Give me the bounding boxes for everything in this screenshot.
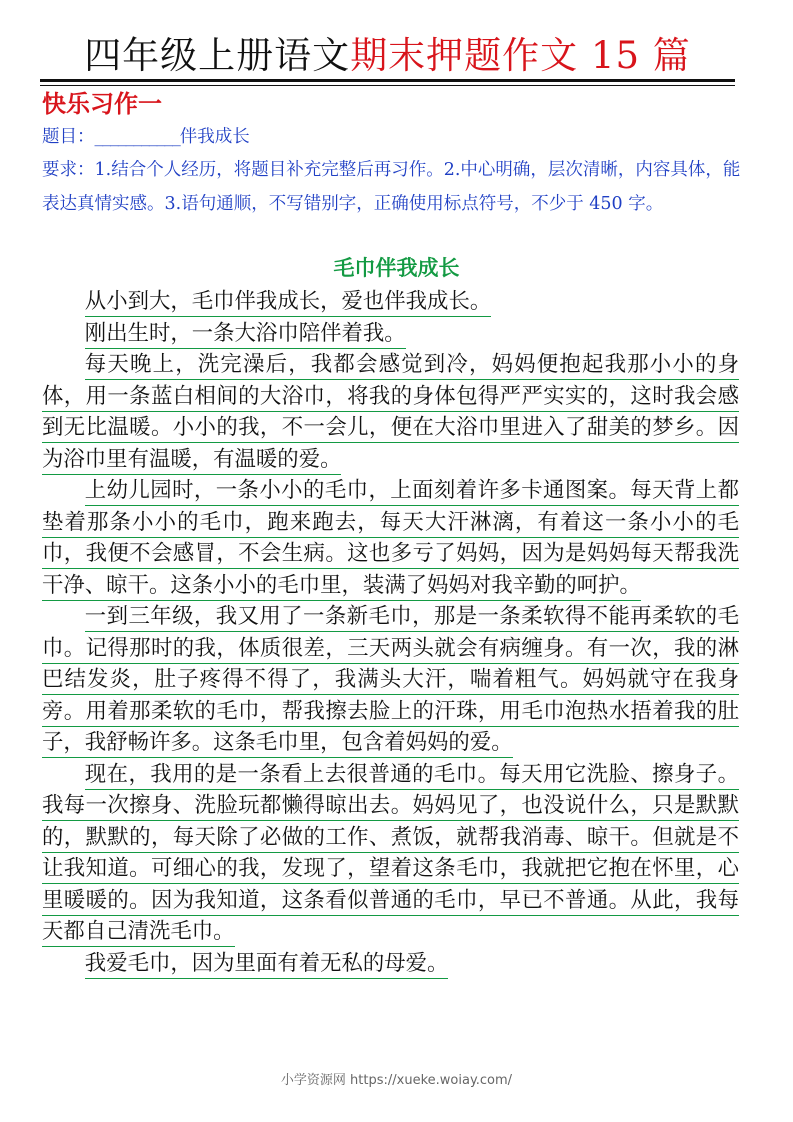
essay-paragraph: [42, 286, 739, 318]
essay-paragraph: [42, 318, 739, 350]
paragraph-text: 刚出生时，一条大浴巾陪伴着我。: [85, 321, 406, 349]
title-divider-thin: [40, 85, 735, 86]
essay-prompt: [42, 121, 747, 153]
essay-title: 毛巾伴我成长: [333, 255, 460, 280]
essay-paragraph: [42, 948, 739, 980]
paragraph-text: 上幼儿园时，一条小小的毛巾，上面刻着许多卡通图案。每天背上都垫着那条小小的毛巾，跑来跑去，每天大汗淋漓，有着这一条小小的毛巾，我便不会感冒，不会生病。这也多亏了妈妈，因为是妈妈每天帮我洗干净、晾干。这条小小的毛巾里，装满了妈妈对我辛勤的呵护。: [42, 478, 739, 601]
paragraph-text: 每天晚上，洗完澡后，我都会感觉到冷，妈妈便抱起我那小小的身体，用一条蓝白相间的大浴巾，将我的身体包得严严实实的，这时我会感到无比温暖。小小的我，不一会儿，便在大浴巾里进入了甜美的梦乡。因为浴巾里有温暖，有温暖的爱。: [42, 352, 739, 475]
essay-body: [42, 286, 739, 979]
paragraph-text: 从小到大，毛巾伴我成长，爱也伴我成长。: [85, 289, 491, 317]
footer-source-link[interactable]: 小学资源网 https://xueke.woiay.com/: [280, 1073, 513, 1088]
section-title: 快乐习作一: [42, 89, 162, 118]
paragraph-text: 我爱毛巾，因为里面有着无私的母爱。: [85, 951, 449, 979]
essay-paragraph: [42, 601, 739, 759]
essay-paragraph: [42, 759, 739, 948]
page-title-collection: 期末押题作文 15 篇: [350, 34, 691, 77]
paragraph-text: 现在，我用的是一条看上去很普通的毛巾。每天用它洗脸、擦身子。我每一次擦身、洗脸玩都懒得晾出去。妈妈见了，也没说什么，只是默默的，默默的，每天除了必做的工作、煮饭，就帮我消毒、晾干。但就是不让我知道。可细心的我，发现了，望着这条毛巾，我就把它抱在怀里，心里暖暖的。因为我知道，这条看似普通的毛巾，早已不普通。从此，我每天都自己清洗毛巾。: [42, 762, 739, 948]
prompt-label: 题目：: [42, 127, 95, 147]
paragraph-text: 一到三年级，我又用了一条新毛巾，那是一条柔软得不能再柔软的毛巾。记得那时的我，体质很差，三天两头就会有病缠身。有一次，我的淋巴结发炎，肚子疼得不得了，我满头大汗，喘着粗气。妈妈就守在我身旁。用着那柔软的毛巾，帮我擦去脸上的汗珠，用毛巾泡热水捂着我的肚子，我舒畅许多。这条毛巾里，包含着妈妈的爱。: [42, 604, 739, 758]
page-title-grade: 四年级上册语文: [84, 34, 351, 77]
prompt-blank: ___________: [94, 127, 180, 147]
essay-paragraph: [42, 475, 739, 601]
prompt-topic: 伴我成长: [179, 127, 250, 147]
essay-requirements: 要求：1.结合个人经历，将题目补充完整后再习作。2.中心明确，层次清晰，内容具体，能表达真情实感。3.语句通顺，不写错别字，正确使用标点符号，不少于 450 字。: [42, 160, 741, 214]
essay-paragraph: [42, 349, 739, 475]
page-title: [40, 32, 735, 80]
title-divider-thick: [40, 79, 735, 82]
